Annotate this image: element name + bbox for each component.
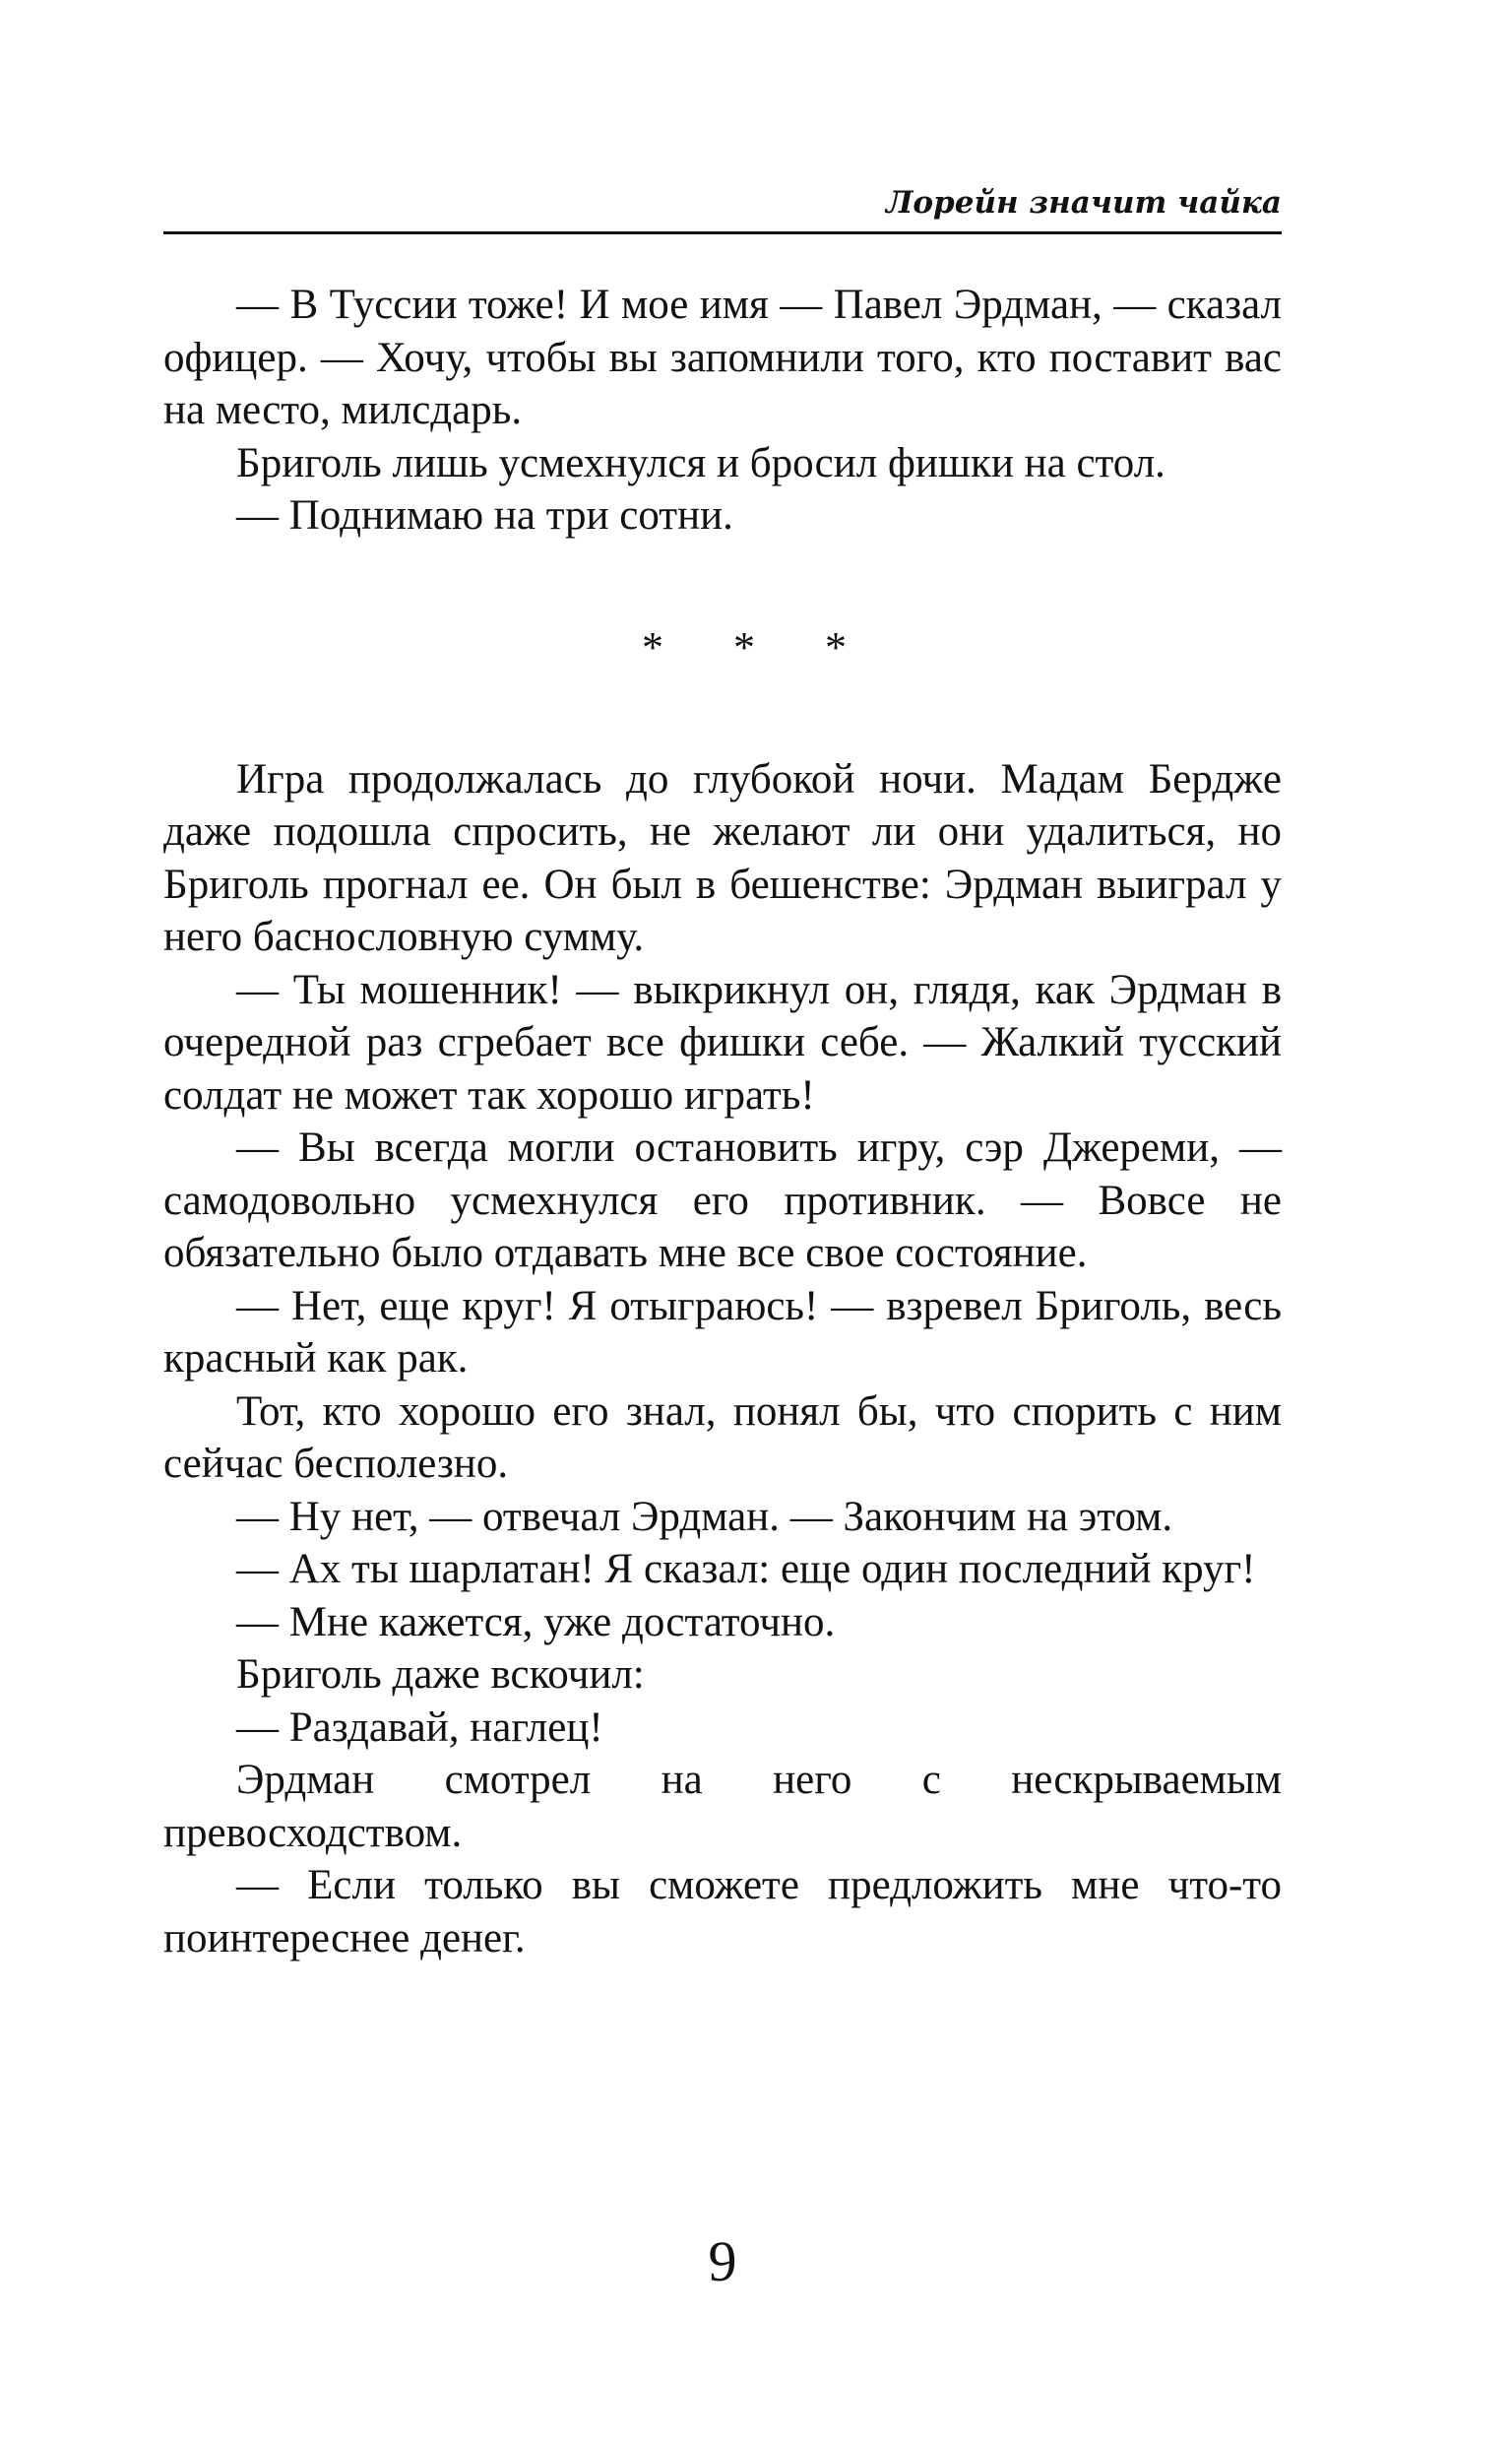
running-head: Лорейн значит чайка [885, 185, 1282, 221]
page-number: 9 [708, 2229, 737, 2293]
scene-break-asterisks: * * * [642, 622, 876, 672]
paragraph: — Ну нет, — отвечал Эрдман. — Закончим на этом. [236, 1493, 1173, 1540]
scene-break [163, 543, 1282, 753]
paragraph: — Вы всегда могли остановить игру, сэр Джереми, — самодовольно усмехнулся его противник. — Вовсе не обязательно было отдавать мне все свое состояние. [163, 1125, 1282, 1276]
paragraph: — В Туссии тоже! И мое имя — Павел Эрдман, — сказал офицер. — Хочу, чтобы вы запомнили того, кто поставит вас на место, милсдарь. [163, 282, 1282, 433]
body-text [163, 279, 1282, 1964]
paragraph: Игра продолжалась до глубокой ночи. Мадам Берджe даже подошла спросить, не желают ли они удалиться, но Бриголь прогнал ее. Он был в бешенстве: Эрдман выиграл у него баснословную сумму. [163, 755, 1282, 960]
paragraph: Тот, кто хорошо его знал, понял бы, что спорить с ним сейчас бесполезно. [163, 1387, 1282, 1487]
paragraph: — Если только вы сможете предложить мне что-то поинтереснее денег. [163, 1862, 1282, 1961]
paragraph: — Поднимаю на три сотни. [236, 492, 733, 539]
paragraph: — Ах ты шарлатан! Я сказал: еще один последний круг! [236, 1546, 1256, 1592]
paragraph: Бриголь даже вскочил: [236, 1651, 645, 1698]
paragraph: — Нет, еще круг! Я отыграюсь! — взревел Бриголь, весь красный как рак. [163, 1282, 1282, 1382]
paragraph: — Мне кажется, уже достаточно. [236, 1598, 836, 1645]
paragraph: Бриголь лишь усмехнулся и бросил фишки на стол. [236, 439, 1166, 486]
paragraph: Эрдман смотрел на него с нескрываемым превосходством. [163, 1757, 1282, 1856]
paragraph: — Раздавай, наглец! [236, 1704, 603, 1751]
header-rule [163, 231, 1282, 234]
paragraph: — Ты мошенник! — выкрикнул он, глядя, как Эрдман в очередной раз сгребает все фишки себе. — Жалкий тусский солдат не может так хорошо играть! [163, 966, 1282, 1119]
